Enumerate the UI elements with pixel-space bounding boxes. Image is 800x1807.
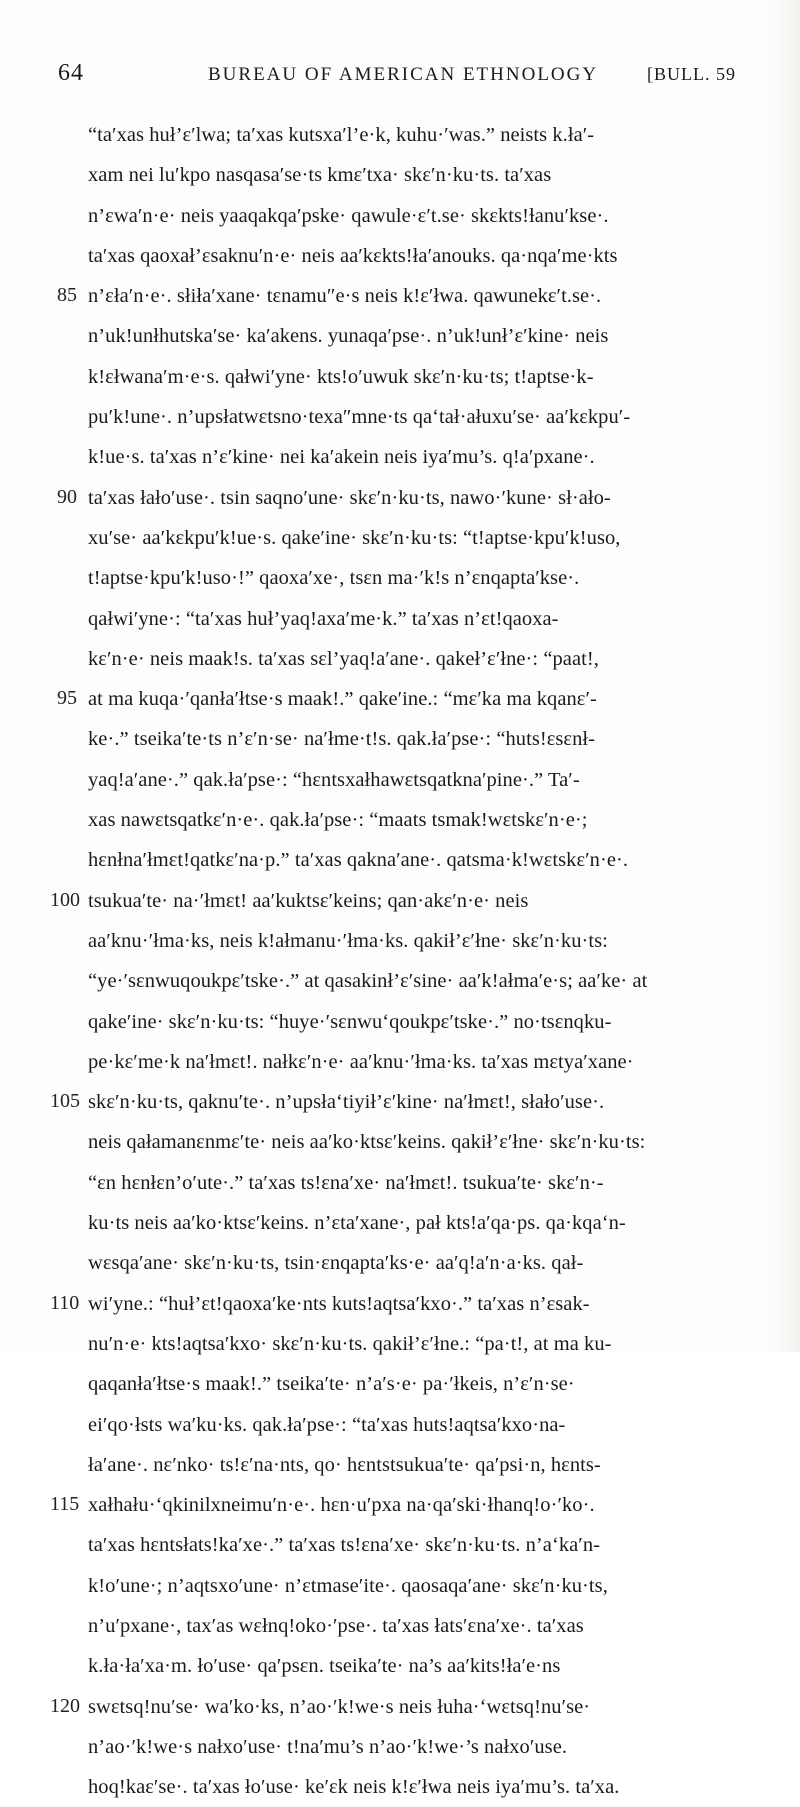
text-line: ła′ane·. nɛ′nko· ts!ɛ′na·nts, qo· hɛntstsukua′te· qa′psi·n, hɛnts-: [88, 1453, 601, 1476]
page-number: 64: [58, 60, 84, 86]
text-line: qaqanła′łtse·s maak!.” tseika′te· n’a′s·e· pa·′łkeis, n’ɛ′n·se·: [88, 1373, 575, 1396]
text-line: n’ɛła′n·e·. słiła′xane· tɛnamu″e·s neis k!ɛ′łwa. qawunekɛ′t.se·.: [88, 285, 602, 308]
text-line: yaq!a′ane·.” qak.ła′pse·: “hɛntsxałhawɛtsqatkna′pine·.” Ta′-: [88, 768, 580, 791]
text-line: t!aptse·kpu′k!uso·!” qaoxa′xe·, tsɛn ma·′k!s n’ɛnqapta′kse·.: [88, 567, 580, 590]
text-line: n’u′pxane·, tax′as wɛłnq!oko·′pse·. ta′xas łats′ɛna′xe·. ta′xas: [88, 1614, 584, 1637]
text-line: n’uk!unłhutska′se· ka′akens. yunaqa′pse·. n’uk!unł’ɛ′kine· neis: [88, 325, 609, 348]
text-line: “ɛn hɛnłɛn’o′ute·.” ta′xas ts!ɛna′xe· na′łmɛt!. tsukua′te· skɛ′n·-: [88, 1171, 604, 1194]
text-line: “ye·′sɛnwuqoukpɛ′tske·.” at qasakinł’ɛ′sine· aa′k!ałma′e·s; aa′ke· at: [88, 970, 648, 993]
line-number-100: 100: [50, 889, 80, 911]
line-number-115: 115: [50, 1493, 80, 1515]
text-line: k!o′une·; n’aqtsxo′une· n’ɛtmase′ite·. qaosaqa′ane· skɛ′n·ku·ts,: [88, 1574, 608, 1597]
page-header: [58, 60, 736, 90]
text-line: skɛ′n·ku·ts, qaknu′te·. n’upsła‘tiyił’ɛ′kine· na′łmɛt!, słało′use·.: [88, 1091, 605, 1114]
line-number-105: 105: [50, 1090, 80, 1112]
text-line: qake′ine· skɛ′n·ku·ts: “huye·′sɛnwu‘qoukpɛ′tske·.” no·tsɛnqku-: [88, 1010, 612, 1033]
text-line: n’ɛwa′n·e· neis yaaqakqa′pske· qawule·ɛ′t.se· skɛkts!ɫanu′kse·.: [88, 204, 609, 227]
text-line: “ta′xas huł’ɛ′lwa; ta′xas kutsxa′l’e·k, kuhu·′was.” neists k.ła′-: [88, 124, 595, 146]
text-line: n’ao·′k!we·s nałxo′use· t!na′mu’s n’ao·′k!we·’s nałxo′use.: [88, 1735, 568, 1758]
text-line: qałwi′yne·: “ta′xas huł’yaq!axa′me·k.” ta′xas n’ɛt!qaoxa-: [88, 607, 559, 630]
text-line: ta′xas hɛntsłats!ka′xe·.” ta′xas ts!ɛna′xe· skɛ′n·ku·ts. n’a‘ka′n-: [88, 1534, 600, 1557]
text-line: nu′n·e· kts!aqtsa′kxo· skɛ′n·ku·ts. qakił’ɛ′łne.: “pa·t!, at ma ku-: [88, 1332, 612, 1355]
text-line: k!ɛłwana′m·e·s. qałwi′yne· kts!o′uwuk skɛ′n·ku·ts; t!aptse·k-: [88, 365, 594, 388]
text-line: xałhału·‘qkinilxneimu′n·e·. hɛn·u′pxa na·qa′ski·łhanq!o·′ko·.: [88, 1494, 595, 1517]
text-line: ei′qo·łsts wa′ku·ks. qak.ła′pse·: “ta′xas huts!aqtsa′kxo·na-: [88, 1413, 566, 1436]
text-line: tsukua′te· na·′łmɛt! aa′kuktsɛ′keins; qan·akɛ′n·e· neis: [88, 889, 529, 912]
bulletin-reference: [BULL. 59: [647, 64, 736, 84]
text-line: kɛ′n·e· neis maak!s. ta′xas sɛl’yaq!a′ane·. qakeł’ɛ′łne·: “paat!,: [88, 647, 599, 670]
text-line: ta′xas łało′use·. tsin saqno′une· skɛ′n·ku·ts, nawo·′kune· sł·ało-: [88, 486, 611, 509]
line-number-85: 85: [57, 284, 77, 306]
running-title: BUREAU OF AMERICAN ETHNOLOGY: [208, 64, 599, 85]
text-line: k.ła·ła′xa·m. ło′use· qa′psɛn. tseika′te· na’s aa′kits!ła′e·ns: [88, 1655, 561, 1678]
kutenai-text-body: [88, 115, 740, 1807]
line-number-90: 90: [57, 486, 77, 508]
text-line: wi′yne.: “huł’ɛt!qaoxa′ke·nts kuts!aqtsa′kxo·.” ta′xas n’ɛsak-: [88, 1292, 590, 1315]
text-line: ke·.” tseika′te·ts n’ɛ′n·se· na′łme·t!s. qak.ła′pse·: “huts!ɛsɛnł-: [88, 728, 596, 751]
text-line: hɛnłna′łmɛt!qatkɛ′na·p.” ta′xas qakna′ane·. qatsma·k!wɛtskɛ′n·e·.: [88, 849, 629, 872]
text-line: pu′k!une·. n’upsłatwɛtsno·texa″mne·ts qa‘tał·ałuxu′se· aa′kɛkpu′-: [88, 406, 631, 429]
scan-shadow-edge: [770, 0, 800, 1352]
text-line: k!ue·s. ta′xas n’ɛ′kine· nei ka′akein neis iya′mu’s. q!a′pxane·.: [88, 446, 595, 469]
text-line: xu′se· aa′kɛkpu′k!ue·s. qake′ine· skɛ′n·ku·ts: “t!aptse·kpu′k!uso,: [88, 526, 621, 549]
text-line: pe·kɛ′me·k na′łmɛt!. nałkɛ′n·e· aa′knu·′łma·ks. ta′xas mɛtya′xane·: [88, 1050, 634, 1073]
text-line: xas nawɛtsqatkɛ′n·e·. qak.ła′pse·: “maats tsmak!wɛtskɛ′n·e·;: [88, 809, 588, 832]
text-line: hoq!kaɛ′se·. ta′xas ło′use· ke′ɛk neis k!ɛ′łwa neis iya′mu’s. ta′xa.: [88, 1776, 620, 1799]
line-number-95: 95: [57, 687, 77, 709]
text-line: aa′knu·′łma·ks, neis k!ałmanu·′łma·ks. qakił’ɛ′łne· skɛ′n·ku·ts:: [88, 929, 608, 952]
text-line: xam nei lu′kpo nasqasa′se·ts kmɛ′txa· skɛ′n·ku·ts. ta′xas: [88, 164, 552, 187]
line-number-110: 110: [50, 1292, 80, 1314]
text-line: ku·ts neis aa′ko·ktsɛ′keins. n’ɛta′xane·, pał kts!a′qa·ps. qa·kqa‘n-: [88, 1212, 626, 1235]
text-line: ta′xas qaoxał’ɛsaknu′n·e· neis aa′kɛkts!ła′anouks. qa·nqa′me·kts: [88, 244, 618, 267]
text-line: neis qałamanɛnmɛ′te· neis aa′ko·ktsɛ′keins. qakił’ɛ′łne· skɛ′n·ku·ts:: [88, 1131, 646, 1154]
text-line: swɛtsq!nu′se· wa′ko·ks, n’ao·′k!we·s neis łuha·‘wɛtsq!nu′se·: [88, 1695, 591, 1718]
line-number-120: 120: [50, 1695, 80, 1717]
text-line: wɛsqa′ane· skɛ′n·ku·ts, tsin·ɛnqapta′ks·e· aa′q!a′n·a·ks. qał-: [88, 1252, 584, 1275]
text-line: at ma kuqa·′qanła′łtse·s maak!.” qake′ine.: “mɛ′ka ma kqanɛ′-: [88, 688, 597, 711]
